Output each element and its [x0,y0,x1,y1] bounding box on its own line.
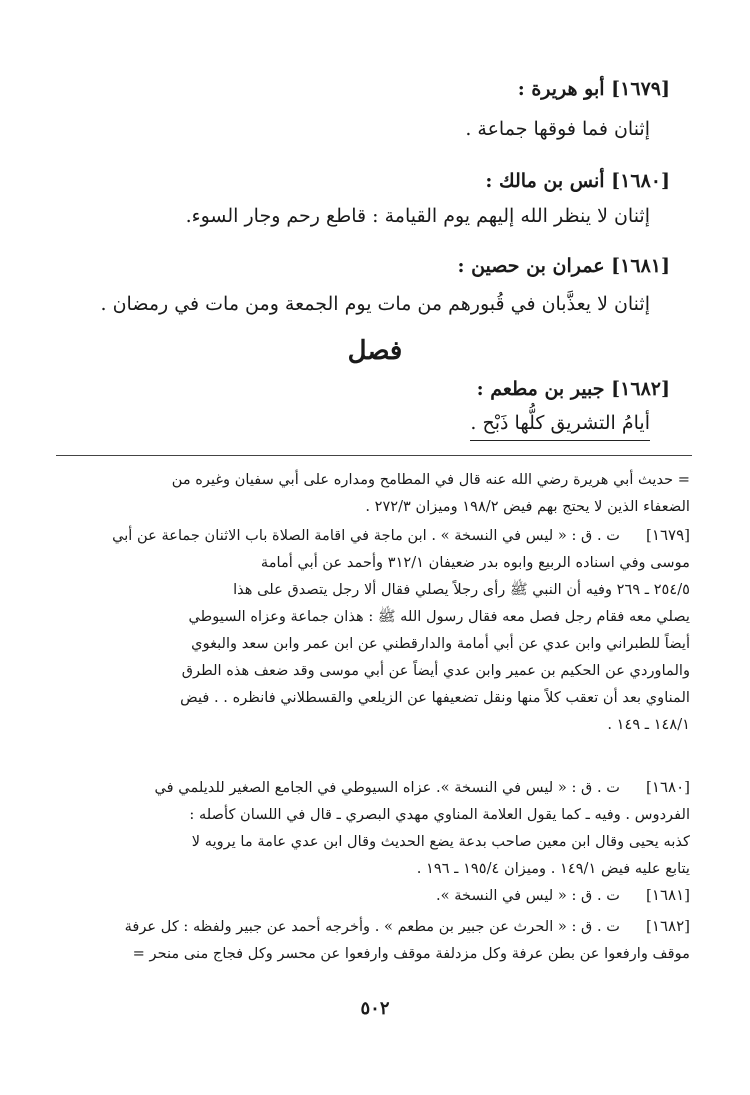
footnote-line: ٢٥٤/٥ ـ ٢٦٩ وفيه أن النبي ﷺ رأى رجلاً يصلي فقال ألا رجل يتصدق على هذا [233,581,690,598]
footnote-line: ت . ق : « ليس في النسخة » . ابن ماجة في اقامة الصلاة باب الاثنان جماعة عن أبي [112,527,620,544]
hadith-text-underlined: أيامُ التشريق كلُّها ذَبْح . [470,412,650,441]
footnote-divider [56,455,692,456]
hadith-text: إثنان فما فوقها جماعة . [465,118,650,140]
hadith-text: إثنان لا يعذَّبان في قُبورهم من مات يوم الجمعة ومن مات في رمضان . [100,293,650,315]
footnote-line: يصلي معه فقام رجل فصل معه فقال رسول الله ﷺ : هذان جماعة وعزاه السيوطي [188,608,690,625]
footnote-line: والماوردي عن الحكيم بن عمير وابن عدي أيضاً عن أبي موسى وقد ضعف هذه الطرق [181,662,690,679]
entry-1680-header [70,170,670,192]
footnote-1680-cont [60,801,690,882]
footnote-line: المناوي بعد أن تعقب كلاً منها ونقل تضعيفها عن الزيلعي والقسطلاني فانظره . . فيض [180,689,690,706]
footnote-line: يتابع عليه فيض ١٤٩/١ . وميزان ١٩٥/٤ ـ ١٩٦ . [416,860,690,877]
footnote-number: [١٦٨١] [646,886,690,904]
hadith-text [470,412,650,434]
footnote-1681 [60,882,620,909]
footnote-line: = حديث أبي هريرة رضي الله عنه قال في المطامح ومداره على أبي سفيان وغيره من [171,471,690,488]
footnote-1682-cont [60,940,690,967]
entry-1681-header [70,255,670,277]
footnote-line: ت . ق : « ليس في النسخة ». [436,887,620,904]
hadith-text: إثنان لا ينظر الله إليهم يوم القيامة : قاطع رحم وجار السوء. [185,205,650,227]
narrator-name: أنس بن مالك : [485,170,605,192]
entry-1682-header [70,378,670,400]
footnote-line: ١٤٨/١ ـ ١٤٩ . [607,716,690,733]
narrator-name: أبو هريرة : [517,78,605,100]
footnote-line: أيضاً للطبراني وابن عدي عن أبي أمامة والدارقطني عن ابن عمر وابن سعد والبغوي [191,635,690,652]
entry-1679-header [70,78,670,100]
entry-number: [١٦٨٢] [611,378,670,400]
footnote-number: [١٦٧٩] [646,526,690,544]
page-number: ٥٠٢ [360,998,390,1019]
footnote-line: موقف وارفعوا عن بطن عرفة وكل مزدلفة موقف وارفعوا عن محسر وكل فجاج منى منحر = [132,945,690,962]
footnote-number: [١٦٨٠] [646,778,690,796]
footnote-line: موسى وفي اسناده الربيع وابوه بدر ضعيفان ٣١٢/١ وأحمد عن أبي أمامة [260,554,690,571]
narrator-name: عمران بن حصين : [457,255,605,277]
footnote-continuation [70,466,690,520]
footnote-line: ت . ق : « ليس في النسخة ». عزاه السيوطي في الجامع الصغير للديلمي في [154,779,620,796]
footnote-line: كذبه يحيى وقال ابن معين صاحب بدعة يضع الحديث وقال ابن عدي عامة ما يرويه لا [191,833,690,850]
entry-number: [١٦٧٩] [611,78,670,100]
footnote-line: الضعفاء الذين لا يحتج بهم فيض ١٩٨/٢ وميزان ٢٧٢/٣ . [365,498,690,515]
entry-number: [١٦٨١] [611,255,670,277]
footnote-line: الفردوس . وفيه ـ كما يقول العلامة المناوي مهدي البصري ـ قال في اللسان كأصله : [189,806,690,823]
footnote-1679 [60,522,620,549]
footnote-1682 [60,913,620,940]
footnote-1679-cont [60,549,690,738]
entry-number: [١٦٨٠] [611,170,670,192]
section-heading: فصل [347,336,403,366]
footnote-number: [١٦٨٢] [646,917,690,935]
narrator-name: جبير بن مطعم : [476,378,605,400]
footnote-line: ت . ق : « الحرث عن جبير بن مطعم » . وأخرجه أحمد عن جبير ولفظه : كل عرفة [124,918,620,935]
footnote-1680 [60,774,620,801]
